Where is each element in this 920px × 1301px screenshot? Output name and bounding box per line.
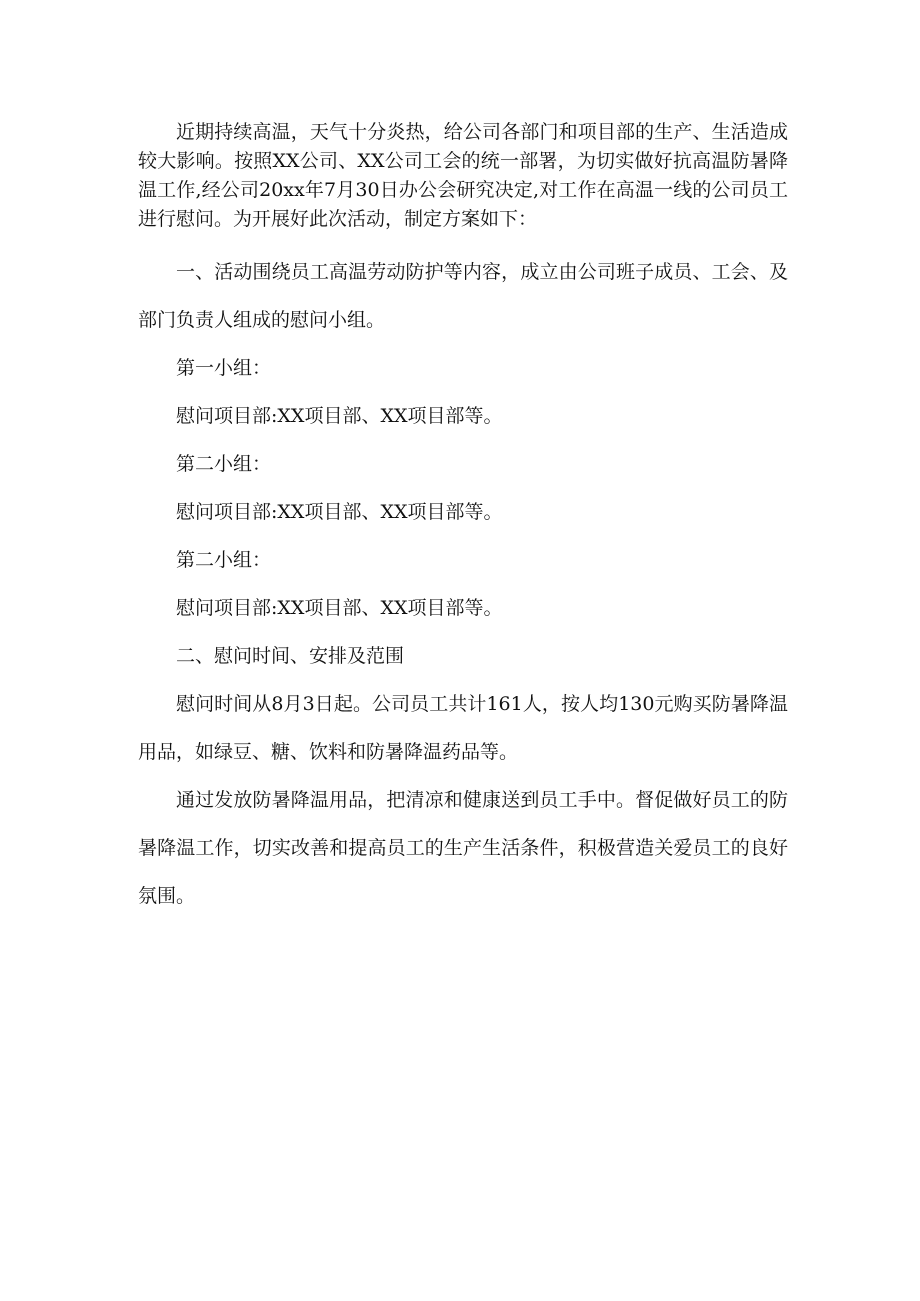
group-3-detail: 慰问项目部:XX项目部、XX项目部等。 [176, 597, 503, 619]
group-2-title: 第二小组： [176, 453, 272, 475]
time-paragraph: 慰问时间从8月3日起。公司员工共计161人，按人均130元购买防暑降温用品，如绿豆、糖、饮料和防暑降温药品等。 [138, 693, 788, 763]
group-1-title: 第一小组： [176, 357, 272, 379]
group-2-detail: 慰问项目部:XX项目部、XX项目部等。 [176, 501, 503, 523]
section-one-paragraph: 一、活动围绕员工高温劳动防护等内容，成立由公司班子成员、工会、及部门负责人组成的慰问小组。 [138, 261, 788, 331]
document-body [138, 118, 788, 920]
group-3-title: 第二小组： [176, 549, 272, 571]
group-1-detail: 慰问项目部:XX项目部、XX项目部等。 [176, 405, 503, 427]
intro-paragraph: 近期持续高温，天气十分炎热，给公司各部门和项目部的生产、生活造成较大影响。按照XX公司、XX公司工会的统一部署，为切实做好抗高温防暑降温工作,经公司20xx年7月30日办公会研究决定,对工作在高温一线的公司员工进行慰问。为开展好此次活动，制定方案如下： [138, 121, 788, 230]
closing-paragraph: 通过发放防暑降温用品，把清凉和健康送到员工手中。督促做好员工的防暑降温工作，切实改善和提高员工的生产生活条件，积极营造关爱员工的良好氛围。 [138, 789, 788, 907]
section-two-heading: 二、慰问时间、安排及范围 [176, 645, 405, 667]
